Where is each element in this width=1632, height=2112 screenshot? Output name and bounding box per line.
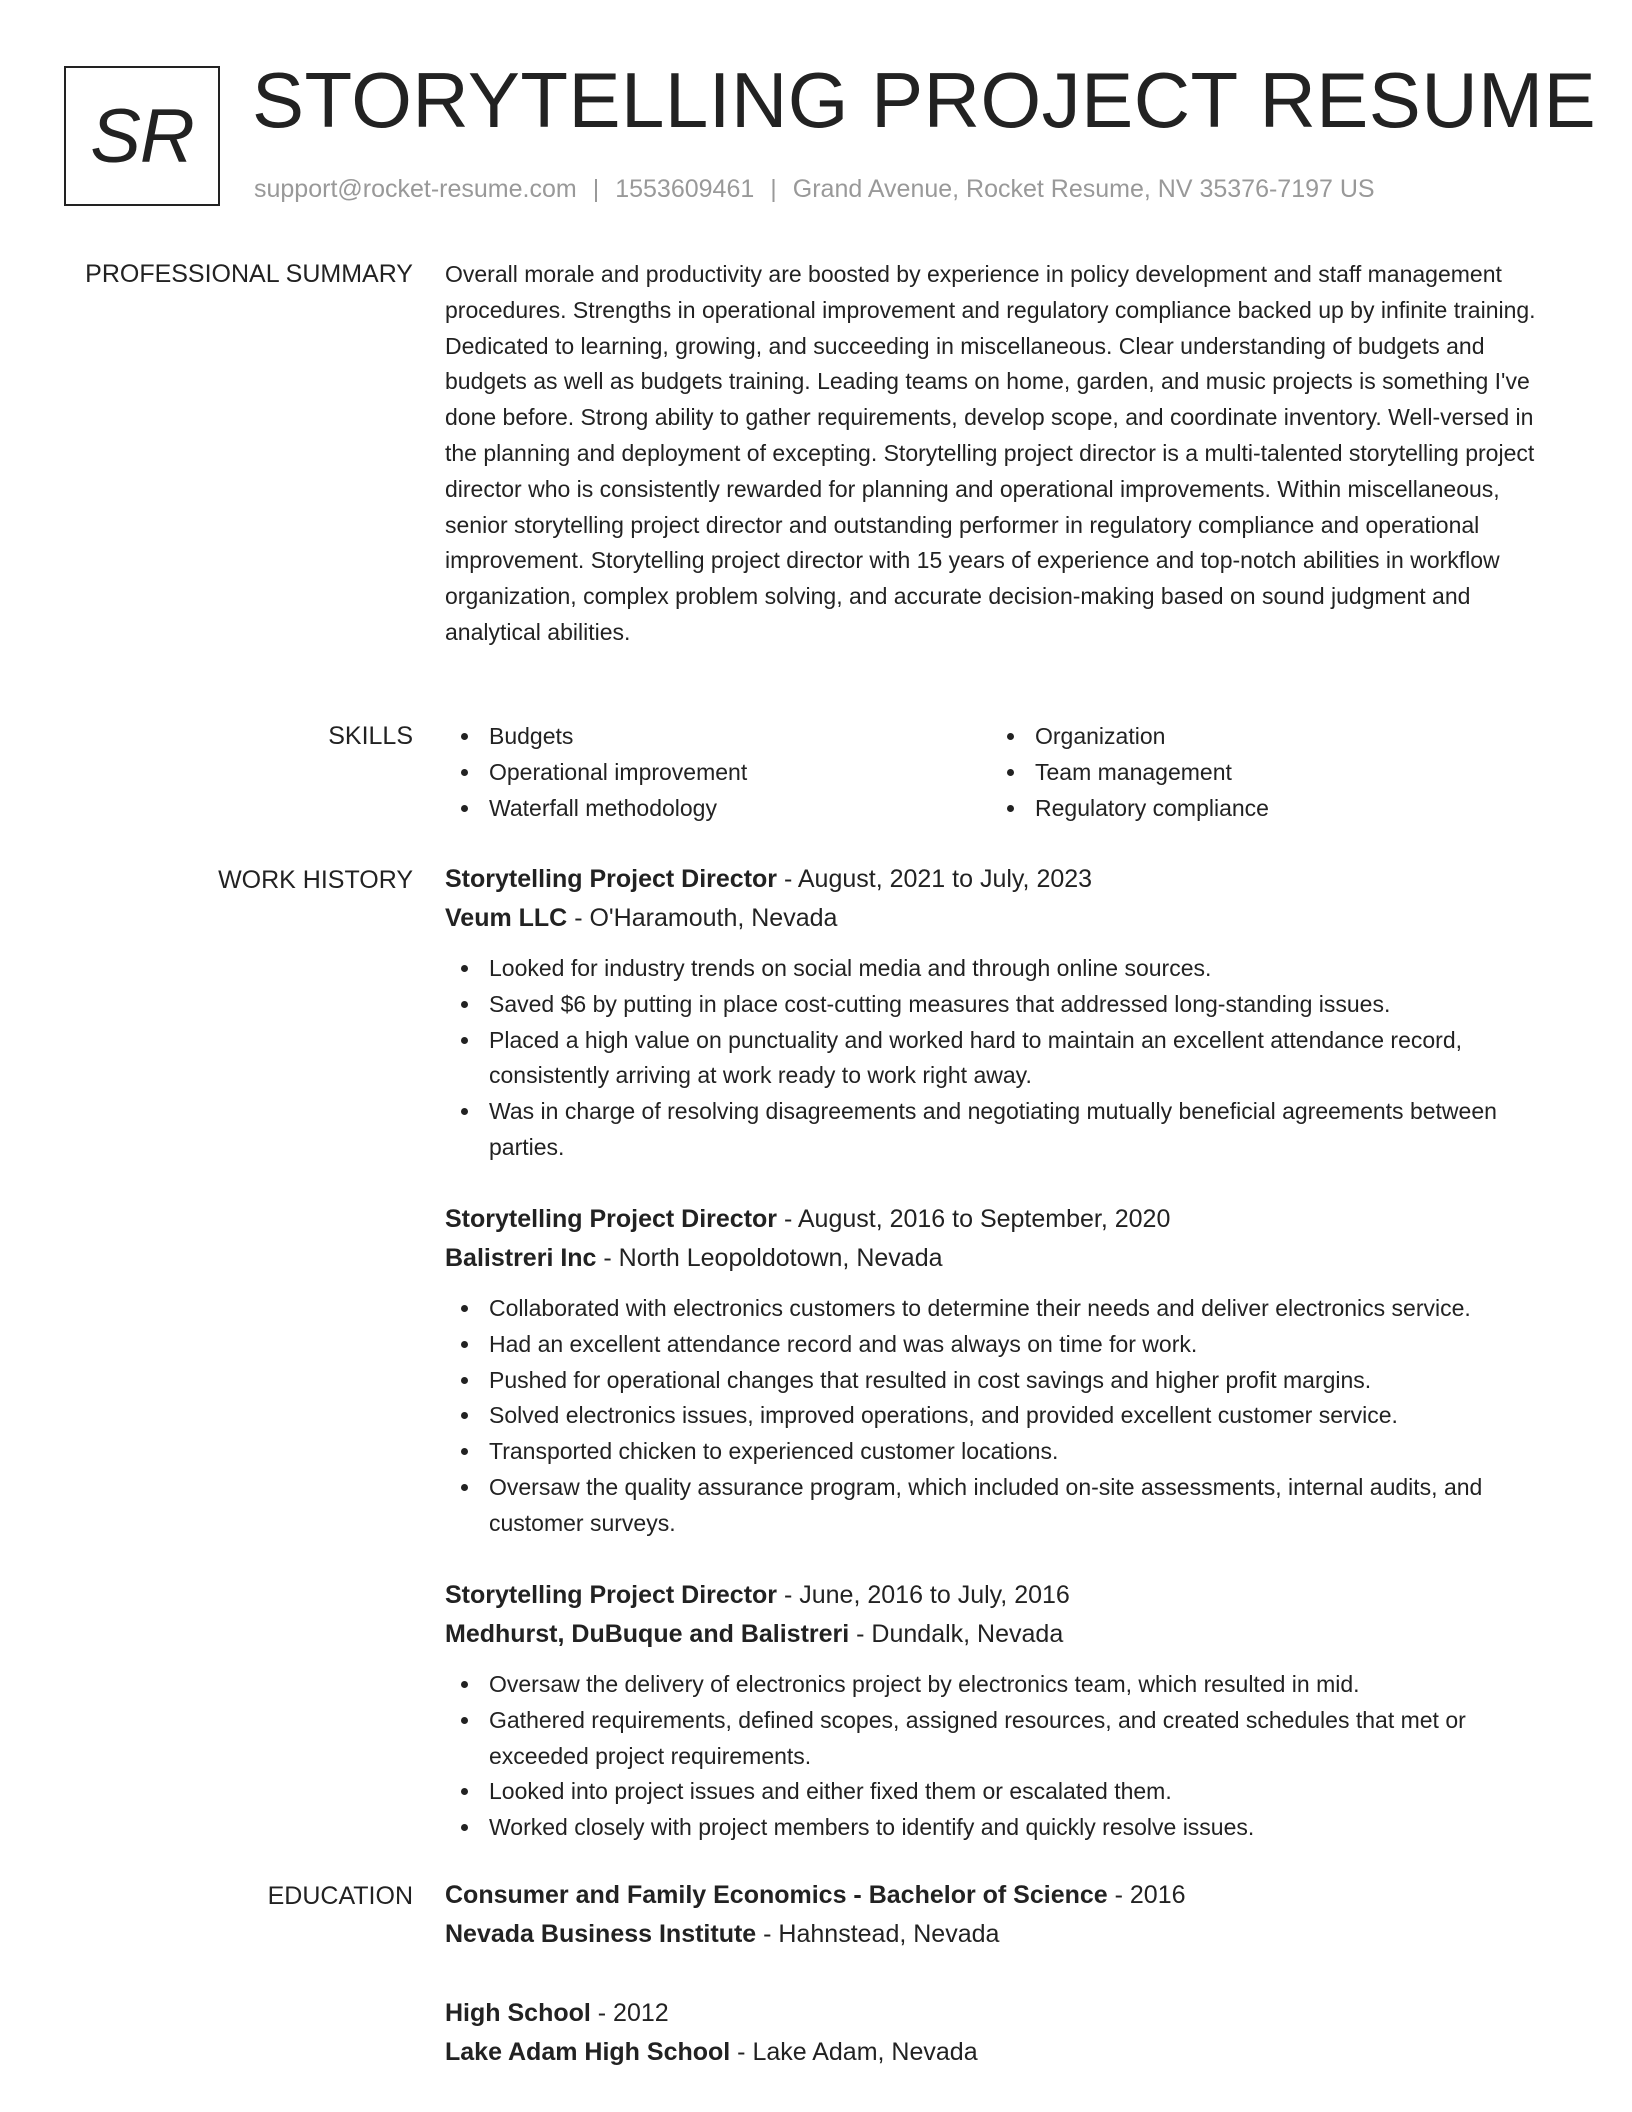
summary-text: Overall morale and productivity are boosted by experience in policy development and staff management procedures. Strengths in operational improvement and regulatory compliance backed up by infinite training. Dedicated to learning, growing, and succeeding in miscellaneous. Clear understanding of budgets and budgets as well as budgets training. Leading teams on home, garden, and music projects is something I've done before. Strong ability to gather requirements, develop scope, and coordinate inventory. Well-versed in the planning and deployment of excepting. Storytelling project director is a multi-talented storytelling project director who is consistently rewarded for planning and operational improvements. Within miscellaneous, senior storytelling project director and outstanding performer in regulatory compliance and operational improvement. Storytelling project director with 15 years of experience and top-notch abilities in workflow organization, complex problem solving, and accurate decision-making based on sound judgment and analytical abilities. — [445, 261, 1536, 645]
job-entry — [445, 1576, 1563, 1846]
job-bullet: Solved electronics issues, improved operations, and provided excellent customer service. — [445, 1398, 1563, 1434]
job-role: Storytelling Project Director — [445, 1205, 778, 1233]
education-degree-line — [445, 1876, 1563, 1915]
education-location: - Hahnstead, Nevada — [756, 1920, 1000, 1948]
summary-heading: PROFESSIONAL SUMMARY — [85, 260, 413, 288]
job-bullet: Saved $6 by putting in place cost-cutting measures that addressed long-standing issues. — [445, 987, 1563, 1023]
education-school-line — [445, 2033, 1563, 2072]
education-school: Nevada Business Institute — [445, 1920, 757, 1948]
education-entry — [445, 1876, 1563, 1954]
job-dates: - June, 2016 to July, 2016 — [777, 1581, 1070, 1609]
job-bullet: Had an excellent attendance record and was always on time for work. — [445, 1327, 1563, 1363]
education-location: - Lake Adam, Nevada — [730, 2038, 978, 2066]
skills-heading: SKILLS — [328, 722, 413, 750]
monogram-logo: SR — [64, 66, 220, 206]
page-title: STORYTELLING PROJECT RESUME — [252, 56, 1597, 144]
contact-separator: | — [592, 175, 600, 203]
summary-body — [445, 257, 1563, 651]
education-degree-line — [445, 1994, 1563, 2033]
job-bullet: Pushed for operational changes that resulted in cost savings and higher profit margins. — [445, 1363, 1563, 1399]
job-location: - North Leopoldotown, Nevada — [596, 1244, 943, 1272]
education-school: Lake Adam High School — [445, 2038, 731, 2066]
contact-phone: 1553609461 — [615, 175, 755, 203]
job-company: Veum LLC — [445, 904, 568, 932]
job-bullet: Oversaw the quality assurance program, which included on-site assessments, internal audits, and customer surveys. — [445, 1470, 1563, 1542]
education-degree: Consumer and Family Economics - Bachelor of Science — [445, 1881, 1108, 1909]
education-year: - 2016 — [1107, 1881, 1186, 1909]
job-bullets — [445, 951, 1563, 1166]
job-role: Storytelling Project Director — [445, 865, 778, 893]
skill-item: Team management — [991, 755, 1537, 791]
skills-body — [445, 719, 1563, 826]
job-bullet: Looked into project issues and either fixed them or escalated them. — [445, 1774, 1563, 1810]
job-bullet: Gathered requirements, defined scopes, assigned resources, and created schedules that met or exceeded project requirements. — [445, 1703, 1563, 1775]
job-bullets — [445, 1667, 1563, 1846]
contact-address: Grand Avenue, Rocket Resume, NV 35376-7197 US — [792, 175, 1375, 203]
job-company-line — [445, 1615, 1563, 1654]
skills-column-right — [991, 719, 1537, 826]
job-location: - O'Haramouth, Nevada — [567, 904, 838, 932]
job-company-line — [445, 899, 1563, 938]
contact-separator: | — [770, 175, 777, 203]
job-bullet: Oversaw the delivery of electronics project by electronics team, which resulted in mid. — [445, 1667, 1563, 1703]
skills-column-left — [445, 719, 991, 826]
job-company-line — [445, 1239, 1563, 1278]
education-school-line — [445, 1915, 1563, 1954]
job-entry — [445, 1200, 1563, 1542]
job-dates: - August, 2021 to July, 2023 — [777, 865, 1093, 893]
work-heading: WORK HISTORY — [218, 866, 413, 894]
skill-item: Waterfall methodology — [445, 791, 991, 827]
contact-line — [254, 172, 1594, 206]
job-bullet: Placed a high value on punctuality and worked hard to maintain an excellent attendance record, consistently arriving at work ready to work right away. — [445, 1023, 1563, 1095]
education-year: - 2012 — [590, 1999, 669, 2027]
skills-grid — [445, 719, 1563, 826]
skill-item: Budgets — [445, 719, 991, 755]
job-company: Balistreri Inc — [445, 1244, 597, 1272]
job-bullet: Transported chicken to experienced customer locations. — [445, 1434, 1563, 1470]
education-heading: EDUCATION — [267, 1882, 413, 1910]
job-bullet: Looked for industry trends on social media and through online sources. — [445, 951, 1563, 987]
job-bullet: Collaborated with electronics customers to determine their needs and deliver electronics service. — [445, 1291, 1563, 1327]
job-bullet: Worked closely with project members to identify and quickly resolve issues. — [445, 1810, 1563, 1846]
job-role: Storytelling Project Director — [445, 1581, 778, 1609]
job-location: - Dundalk, Nevada — [849, 1620, 1064, 1648]
job-entry — [445, 860, 1563, 1166]
skill-item: Organization — [991, 719, 1537, 755]
job-bullets — [445, 1291, 1563, 1542]
job-dates: - August, 2016 to September, 2020 — [777, 1205, 1171, 1233]
contact-email: support@rocket-resume.com — [254, 175, 577, 203]
job-title-line — [445, 860, 1563, 899]
job-bullet: Was in charge of resolving disagreements and negotiating mutually beneficial agreements between parties. — [445, 1094, 1563, 1166]
education-degree: High School — [445, 1999, 591, 2027]
skill-item: Regulatory compliance — [991, 791, 1537, 827]
skill-item: Operational improvement — [445, 755, 991, 791]
job-company: Medhurst, DuBuque and Balistreri — [445, 1620, 850, 1648]
job-title-line — [445, 1576, 1563, 1615]
education-entry — [445, 1994, 1563, 2072]
job-title-line — [445, 1200, 1563, 1239]
